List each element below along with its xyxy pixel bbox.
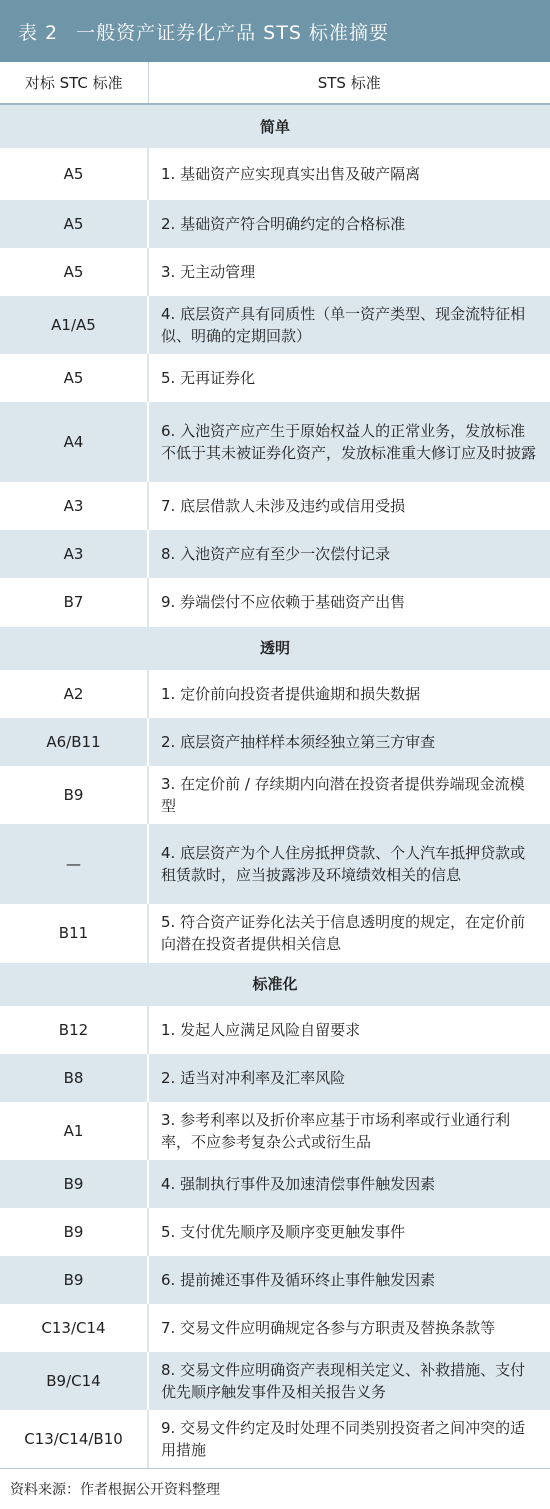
- table-row: [0, 670, 550, 718]
- table-row: [0, 200, 550, 248]
- stc-code-cell: B11: [0, 904, 148, 962]
- header-sts: STS 标准: [148, 62, 550, 104]
- stc-code-cell: A3: [0, 482, 148, 530]
- sts-standard-cell: 4. 强制执行事件及加速清偿事件触发因素: [148, 1160, 550, 1208]
- sts-standard-cell: 1. 定价前向投资者提供逾期和损失数据: [161, 685, 421, 703]
- stc-code-cell: A2: [0, 670, 148, 718]
- sts-standard-cell: 5. 符合资产证券化法关于信息透明度的规定，在定价前向潜在投资者提供相关信息: [161, 912, 526, 953]
- stc-code-cell: B9: [0, 1208, 148, 1256]
- table-row: [0, 766, 550, 824]
- table-row: [0, 296, 550, 354]
- table-body: [0, 104, 550, 1468]
- sts-standard-cell: 2. 底层资产抽样样本须经独立第三方审查: [148, 718, 550, 766]
- stc-code-cell: A5: [0, 354, 148, 402]
- sts-standard-cell: 9. 券端偿付不应依赖于基础资产出售: [161, 592, 406, 611]
- table-row: [0, 482, 550, 530]
- stc-code-cell: A5: [0, 148, 148, 200]
- sts-standard-cell: 5. 支付优先顺序及顺序变更触发事件: [161, 1223, 406, 1241]
- sts-standard-cell: 1. 发起人应满足风险自留要求: [161, 1021, 361, 1039]
- table-row: [0, 248, 550, 296]
- stc-code-cell: A1: [0, 1102, 148, 1160]
- stc-code-cell: A6/B11: [0, 718, 148, 766]
- sts-standard-cell: 1. 基础资产应实现真实出售及破产隔离: [161, 165, 421, 183]
- table-row: [0, 1256, 550, 1304]
- table-row: [0, 718, 550, 766]
- stc-code-cell: A5: [0, 248, 148, 296]
- sts-standard-cell: 8. 入池资产应有至少一次偿付记录: [148, 530, 550, 578]
- stc-code-cell: B9: [0, 1256, 148, 1304]
- table-row: [0, 904, 550, 962]
- table-row: [0, 1006, 550, 1054]
- sts-standard-cell: 6. 入池资产应产生于原始权益人的正常业务，发放标准不低于其未被证券化资产，发放标准重大修订应及时披露: [148, 402, 550, 482]
- sts-standard-cell: 2. 适当对冲利率及汇率风险: [148, 1054, 550, 1102]
- table-number: 表 2: [18, 21, 59, 44]
- stc-code-cell: B7: [0, 578, 148, 626]
- stc-code-cell: B9: [0, 1160, 148, 1208]
- sts-table: [0, 62, 550, 1468]
- table-row: [0, 824, 550, 904]
- table-title: 一般资产证券化产品 STS 标准摘要: [76, 21, 389, 44]
- sts-standard-cell: 3. 在定价前 / 存续期内向潜在投资者提供券端现金流模型: [161, 775, 525, 815]
- table-row: [0, 1160, 550, 1208]
- sts-standard-cell: 7. 底层借款人未涉及违约或信用受损: [161, 497, 406, 515]
- sts-standard-cell: 7. 交易文件应明确规定各参与方职责及替换条款等: [161, 1319, 496, 1337]
- stc-code-cell: A5: [0, 200, 148, 248]
- table-title-bar: [0, 0, 550, 62]
- table-row: [0, 1102, 550, 1160]
- table-row: [0, 1054, 550, 1102]
- header-stc: 对标 STC 标准: [0, 62, 148, 104]
- sts-standard-cell: 2. 基础资产符合明确约定的合格标准: [148, 200, 550, 248]
- sts-standard-cell: 9. 交易文件约定及时处理不同类别投资者之间冲突的适用措施: [161, 1419, 526, 1459]
- table-row: [0, 1410, 550, 1468]
- header-row: [0, 62, 550, 104]
- table-row: [0, 530, 550, 578]
- stc-code-cell: C13/C14: [0, 1304, 148, 1352]
- source-note: 资料来源：作者根据公开资料整理: [0, 1468, 550, 1509]
- stc-code-cell: B12: [0, 1006, 148, 1054]
- section-header-row: [0, 104, 550, 148]
- section-title: 透明: [0, 626, 550, 670]
- sts-standard-cell: 3. 无主动管理: [161, 263, 256, 281]
- stc-code-cell: C13/C14/B10: [0, 1410, 148, 1468]
- stc-code-cell: B8: [0, 1054, 148, 1102]
- section-header-row: [0, 626, 550, 670]
- stc-code-cell: A1/A5: [0, 296, 148, 354]
- stc-code-cell: B9/C14: [0, 1352, 148, 1410]
- sts-standard-cell: 5. 无再证券化: [161, 369, 256, 387]
- sts-standard-cell: 4. 底层资产为个人住房抵押贷款、个人汽车抵押贷款或租赁款时，应当披露涉及环境绩效相关的信息: [148, 824, 550, 904]
- section-header-row: [0, 962, 550, 1006]
- sts-standard-cell: 6. 提前摊还事件及循环终止事件触发因素: [148, 1256, 550, 1304]
- table-row: [0, 1208, 550, 1256]
- table-row: [0, 1304, 550, 1352]
- table-row: [0, 402, 550, 482]
- sts-standard-cell: 4. 底层资产具有同质性（单一资产类型、现金流特征相似、明确的定期回款）: [148, 296, 550, 354]
- stc-code-cell: B9: [0, 766, 148, 824]
- table-row: [0, 578, 550, 626]
- table-row: [0, 148, 550, 200]
- section-title: 标准化: [0, 962, 550, 1006]
- section-title: 简单: [0, 104, 550, 148]
- sts-standard-cell: 8. 交易文件应明确资产表现相关定义、补救措施、支付优先顺序触发事件及相关报告义务: [148, 1352, 550, 1410]
- sts-standard-cell: 3. 参考利率以及折价率应基于市场利率或行业通行利率，不应参考复杂公式或衍生品: [161, 1111, 511, 1151]
- table-row: [0, 1352, 550, 1410]
- stc-code-cell: A4: [0, 402, 148, 482]
- table-row: [0, 354, 550, 402]
- stc-code-cell: A3: [0, 530, 148, 578]
- stc-code-cell: —: [0, 824, 148, 904]
